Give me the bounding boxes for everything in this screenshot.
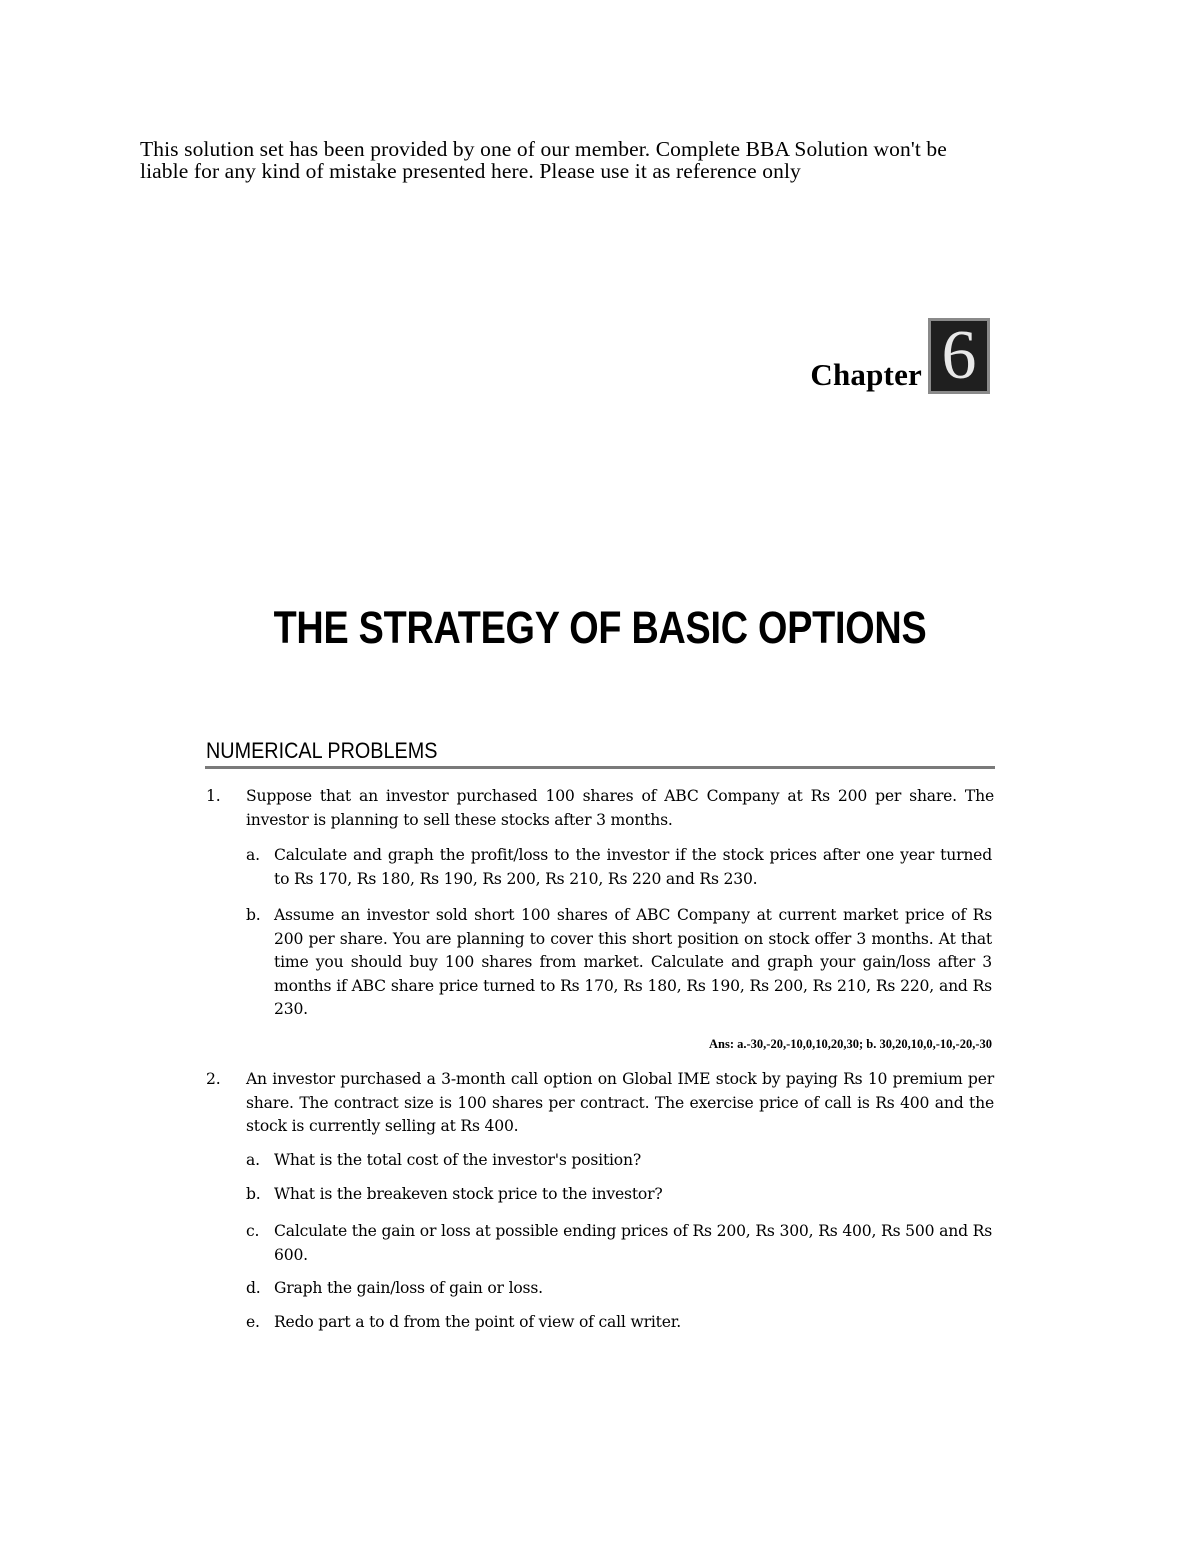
- problem-number: 2.: [206, 1070, 221, 1088]
- chapter-label: Chapter: [810, 357, 922, 392]
- problem-1-answer: Ans: a.-30,-20,-10,0,10,20,30; b. 30,20,10,0,-10,-20,-30: [709, 1037, 992, 1051]
- part-letter: c.: [246, 1222, 260, 1240]
- part-text: What is the total cost of the investor's position?: [274, 1151, 641, 1169]
- chapter-number: 6: [941, 317, 977, 394]
- disclaimer-line-1: This solution set has been provided by one of our member. Complete BBA Solution won't be: [140, 137, 947, 161]
- chapter-heading: [780, 312, 1000, 404]
- chapter-title: THE STRATEGY OF BASIC OPTIONS: [273, 602, 927, 653]
- part-text: Calculate the gain or loss at possible ending prices of Rs 200, Rs 300, Rs 400, Rs 500 and Rs 600.: [274, 1222, 992, 1264]
- part-text: Redo part a to d from the point of view of call writer.: [274, 1313, 682, 1331]
- problem-number: 1.: [206, 787, 221, 805]
- part-text: What is the breakeven stock price to the investor?: [274, 1185, 663, 1203]
- part-letter: b.: [246, 906, 261, 924]
- section-heading: NUMERICAL PROBLEMS: [206, 738, 438, 763]
- disclaimer-note: [140, 138, 1040, 182]
- part-text: Assume an investor sold short 100 shares of ABC Company at current market price of Rs 200 per share. You are planning to cover this short position on stock offer 3 months. At that time you should buy 100 shares from market. Calculate and graph your gain/loss after 3 months if ABC share price turned to Rs 170, Rs 180, Rs 190, Rs 200, Rs 210, Rs 220, and Rs 230.: [274, 906, 992, 1018]
- disclaimer-line-2: liable for any kind of mistake presented here. Please use it as reference only: [140, 159, 801, 183]
- chapter-number-badge: [928, 318, 990, 394]
- part-letter: d.: [246, 1279, 261, 1297]
- part-letter: a.: [246, 1151, 260, 1169]
- section-divider: [205, 766, 995, 769]
- problem-text: An investor purchased a 3-month call option on Global IME stock by paying Rs 10 premium per share. The contract size is 100 shares per contract. The exercise price of call is Rs 400 and the stock is currently selling at Rs 400.: [246, 1070, 994, 1135]
- problem-text: Suppose that an investor purchased 100 shares of ABC Company at Rs 200 per share. The investor is planning to sell these stocks after 3 months.: [246, 787, 994, 829]
- part-letter: b.: [246, 1185, 261, 1203]
- part-text: Graph the gain/loss of gain or loss.: [274, 1279, 543, 1297]
- part-letter: a.: [246, 846, 260, 864]
- part-text: Calculate and graph the profit/loss to the investor if the stock prices after one year turned to Rs 170, Rs 180, Rs 190, Rs 200, Rs 210, Rs 220 and Rs 230.: [274, 846, 992, 888]
- part-letter: e.: [246, 1313, 260, 1331]
